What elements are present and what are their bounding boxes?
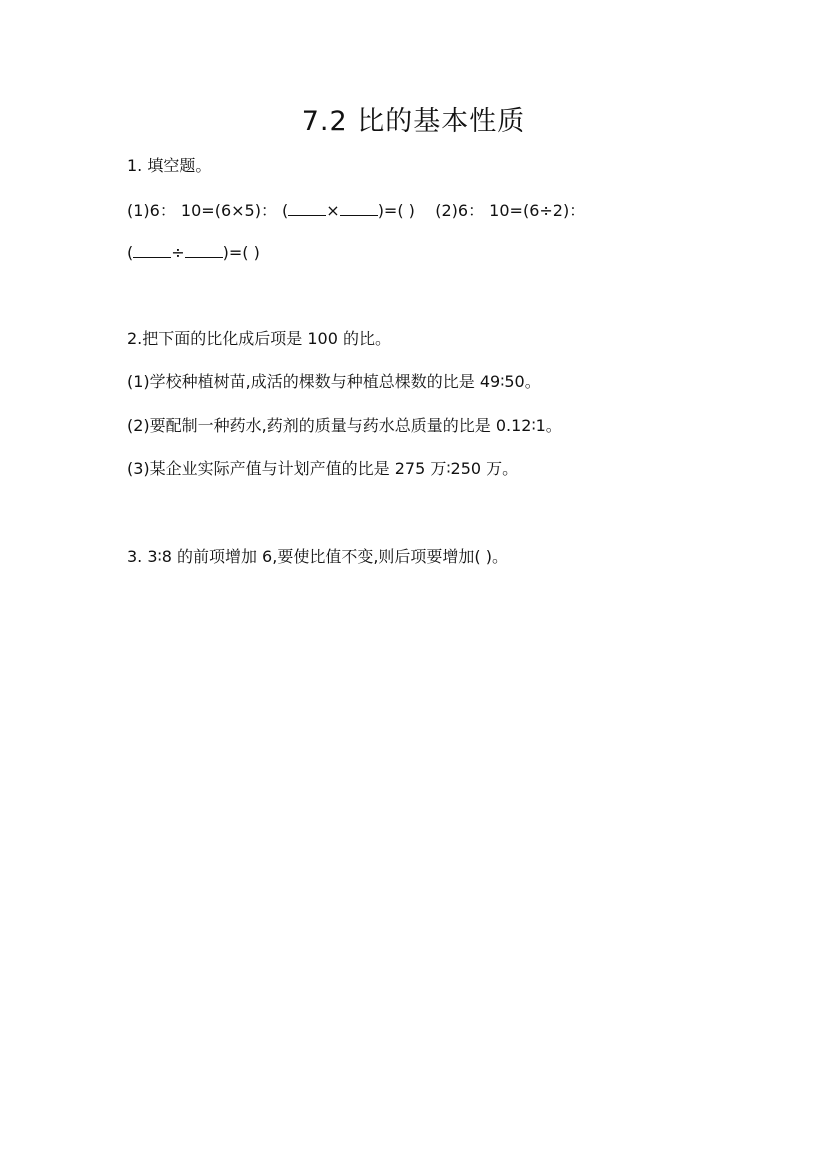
q2-blank-1[interactable] <box>133 241 171 258</box>
q1-blank-2[interactable] <box>340 199 378 216</box>
question-1-line <box>127 199 585 223</box>
q2-blank-2[interactable] <box>185 241 223 258</box>
section-2-item-2: (2)要配制一种药水,药剂的质量与药水总质量的比是 0.12∶1。 <box>127 416 562 435</box>
q2-open-paren: ( <box>127 243 134 262</box>
q1-times-sign: × <box>326 201 340 220</box>
question-2-line <box>127 241 260 265</box>
section-1-heading: 1. 填空题。 <box>127 156 212 175</box>
section-2-item-3: (3)某企业实际产值与计划产值的比是 275 万∶250 万。 <box>127 459 519 478</box>
section-2-item-1: (1)学校种植树苗,成活的棵数与种植总棵数的比是 49∶50。 <box>127 372 541 391</box>
page-title: 7.2 比的基本性质 <box>301 106 526 137</box>
q2-text-a: (2)6： 10=(6÷2)： <box>435 201 586 220</box>
section-2-heading: 2.把下面的比化成后项是 100 的比。 <box>127 329 391 348</box>
q1-text-b: )=( ) <box>377 201 415 220</box>
q1-text-a: (1)6： 10=(6×5)： ( <box>127 201 289 220</box>
q2-text-b: )=( ) <box>222 243 260 262</box>
q1-blank-1[interactable] <box>288 199 326 216</box>
section-3-question: 3. 3∶8 的前项增加 6,要使比值不变,则后项要增加( )。 <box>127 547 508 566</box>
q2-div-sign: ÷ <box>171 243 185 262</box>
